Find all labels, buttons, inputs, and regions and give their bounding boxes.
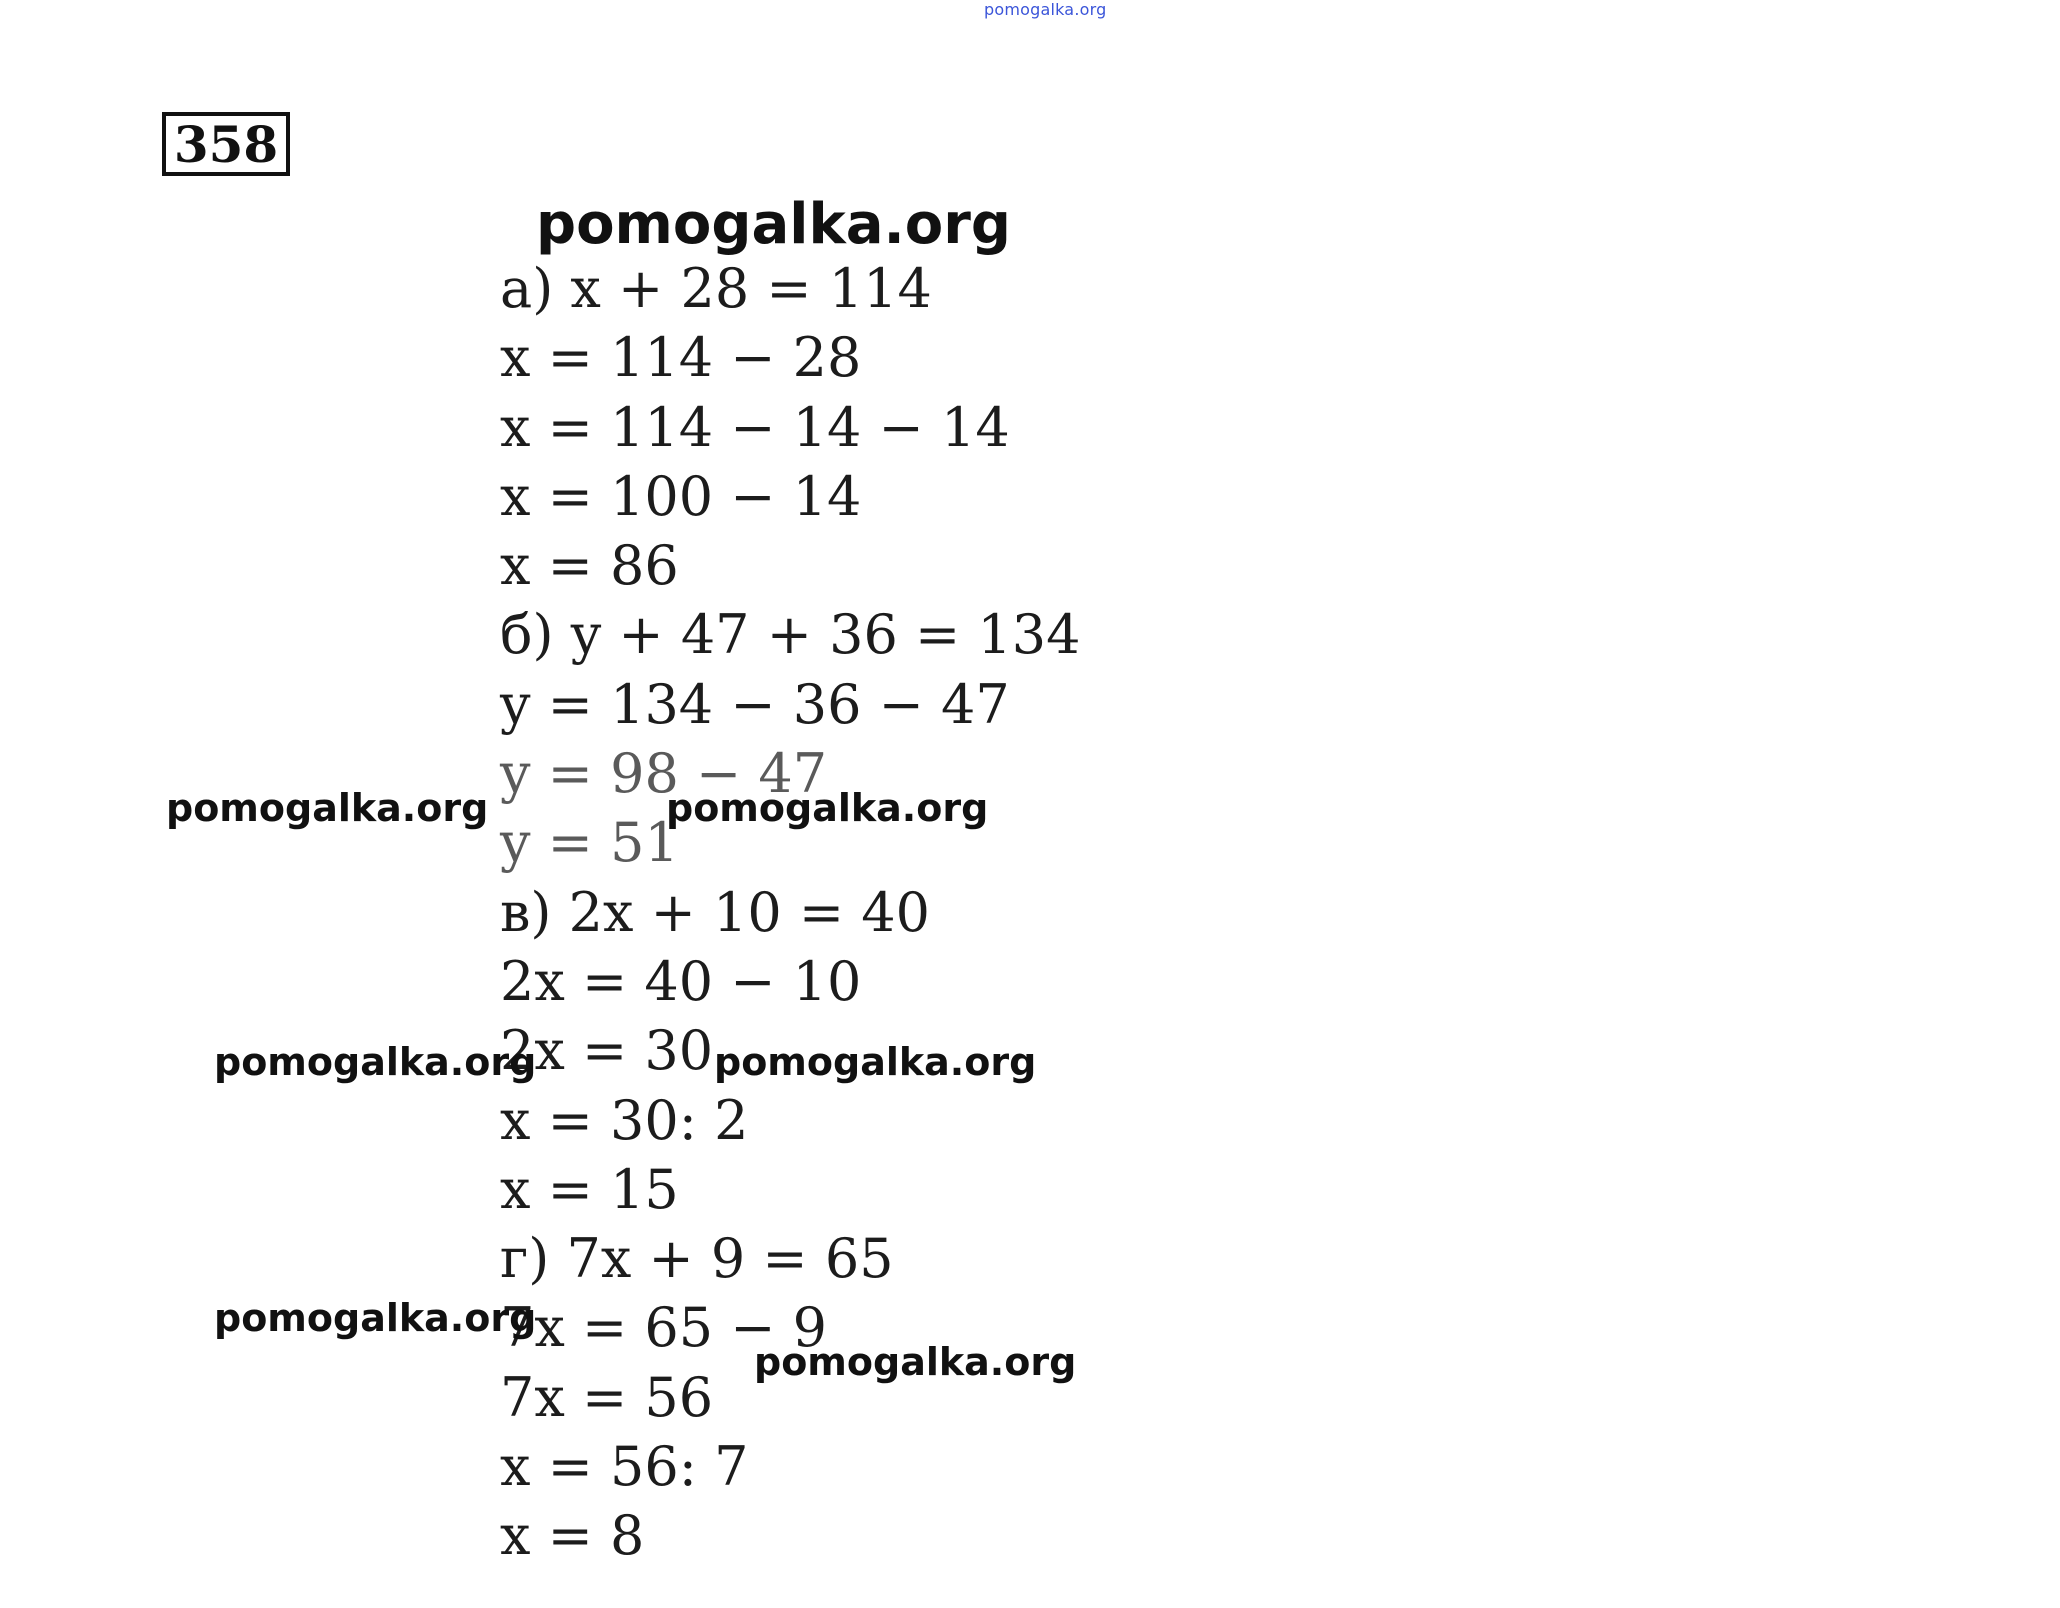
solution-line: 2x = 30 xyxy=(500,1019,714,1083)
solution-line-a-answer: x = 86 xyxy=(500,534,679,598)
solution-line: 7x = 56 xyxy=(500,1365,714,1429)
site-watermark: pomogalka.org xyxy=(214,1296,537,1340)
problem-number-box: 358 xyxy=(162,112,290,176)
solution-line: y = 98 − 47 xyxy=(500,742,828,806)
site-watermark: pomogalka.org xyxy=(214,1040,537,1084)
solution-line: x = 114 − 28 xyxy=(500,326,862,390)
solution-line-v-answer: x = 15 xyxy=(500,1157,679,1221)
solution-line-g-equation: г) 7x + 9 = 65 xyxy=(500,1227,894,1291)
solution-line-g-answer: x = 8 xyxy=(500,1504,645,1568)
solution-line: x = 56: 7 xyxy=(500,1435,749,1499)
site-watermark: pomogalka.org xyxy=(754,1340,1077,1384)
solution-line: 2x = 40 − 10 xyxy=(500,949,862,1013)
site-watermark: pomogalka.org xyxy=(666,786,989,830)
solution-line-b-answer: y = 51 xyxy=(500,811,679,875)
solution-line: x = 114 − 14 − 14 xyxy=(500,395,1010,459)
solution-line: 7x = 65 − 9 xyxy=(500,1296,828,1360)
solution-line-a-equation: а) x + 28 = 114 xyxy=(500,257,932,320)
solution-line: x = 100 − 14 xyxy=(500,464,862,528)
site-title-watermark: pomogalka.org xyxy=(536,192,1011,257)
solution-line-b-equation: б) y + 47 + 36 = 134 xyxy=(500,603,1081,667)
solution-line-v-equation: в) 2x + 10 = 40 xyxy=(500,880,931,944)
solution-line: x = 30: 2 xyxy=(500,1088,749,1152)
top-site-watermark: pomogalka.org xyxy=(984,0,1107,19)
solution-line: y = 134 − 36 − 47 xyxy=(500,672,1010,736)
site-watermark: pomogalka.org xyxy=(714,1040,1037,1084)
site-watermark: pomogalka.org xyxy=(166,786,489,830)
